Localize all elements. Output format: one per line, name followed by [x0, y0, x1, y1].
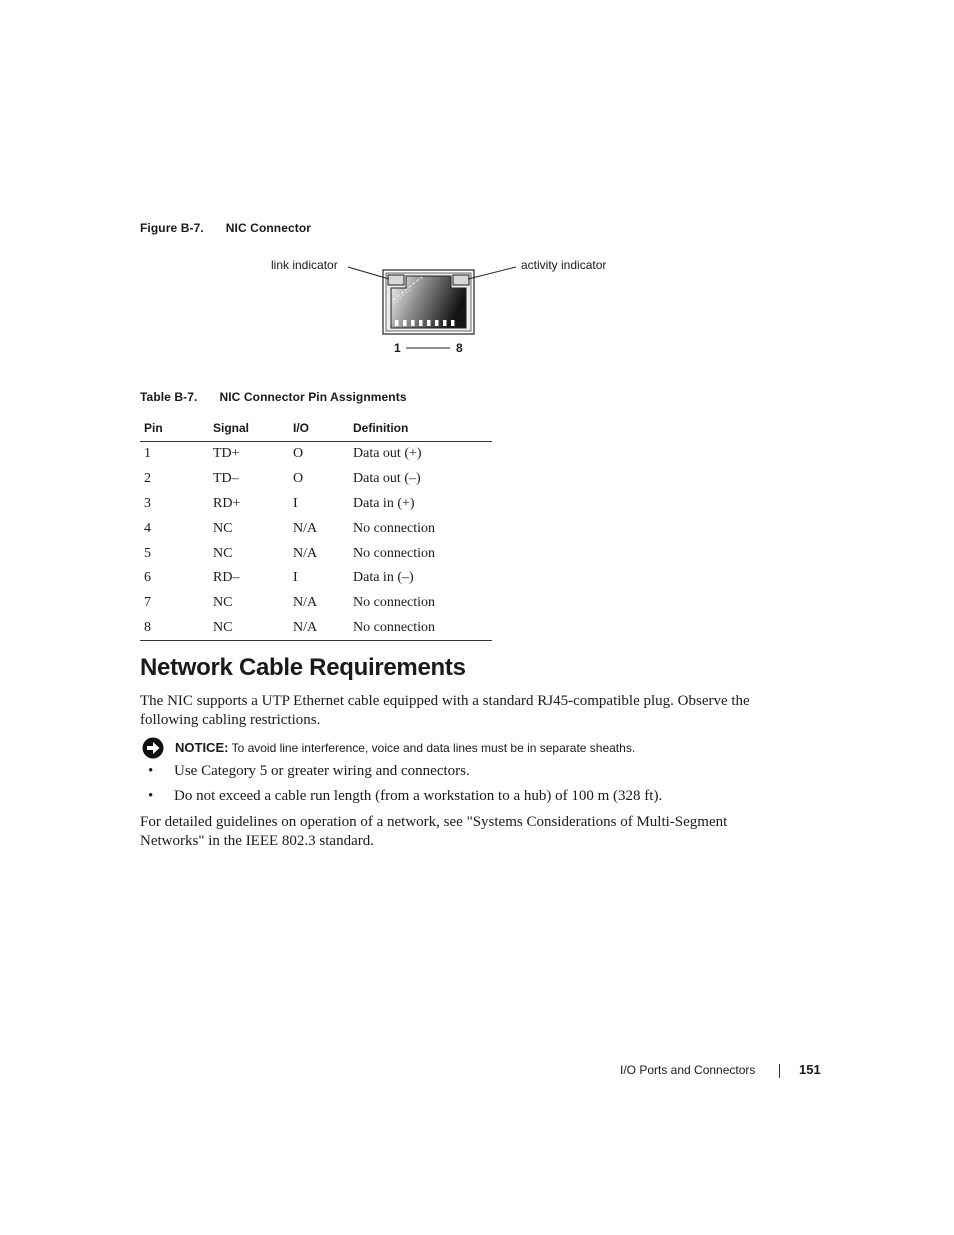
- pin-contact: [443, 320, 447, 326]
- column-header-definition: Definition: [349, 415, 492, 442]
- bullet-item: Do not exceed a cable run length (from a workstation to a hub) of 100 m (328 ft).: [174, 788, 663, 804]
- pin-contact: [395, 320, 399, 326]
- activity-indicator-label: activity indicator: [521, 258, 607, 272]
- closing-paragraph: For detailed guidelines on operation of a network, see "Systems Considerations of Multi-Segment Networks" in the IEEE 802.3 standard.: [140, 814, 728, 849]
- cell-io: O: [293, 471, 304, 487]
- notice-label: NOTICE:: [175, 740, 229, 755]
- cell-definition: No connection: [353, 545, 436, 561]
- cell-signal: NC: [213, 520, 233, 536]
- link-indicator-label: link indicator: [271, 258, 338, 272]
- activity-indicator-led: [453, 275, 469, 285]
- table-row: [140, 516, 492, 541]
- link-indicator-led: [388, 275, 404, 285]
- pin-contact: [419, 320, 423, 326]
- notice-body: To avoid line interference, voice and data lines must be in separate sheaths.: [228, 741, 636, 755]
- pin-contact: [411, 320, 415, 326]
- cell-io: N/A: [293, 595, 318, 611]
- cell-pin: 2: [144, 471, 151, 487]
- figure-caption-number: Figure B-7.: [140, 221, 204, 235]
- section-heading: Network Cable Requirements: [140, 654, 466, 681]
- cell-definition: Data out (–): [353, 471, 421, 487]
- column-header-io: I/O: [289, 415, 349, 442]
- cell-definition: No connection: [353, 595, 436, 611]
- cell-io: O: [293, 446, 304, 462]
- bullet-marker: •: [148, 763, 154, 779]
- nic-connector-figure: [260, 250, 640, 365]
- table-row: [140, 442, 492, 467]
- cell-pin: 7: [144, 595, 151, 611]
- cell-pin: 4: [144, 520, 151, 536]
- figure-caption-title: NIC Connector: [225, 221, 312, 235]
- cell-io: I: [293, 495, 298, 511]
- footer-section-title: I/O Ports and Connectors: [620, 1063, 756, 1077]
- table-row: [140, 541, 492, 566]
- cell-pin: 5: [144, 545, 151, 561]
- cell-signal: RD+: [213, 495, 241, 511]
- cell-definition: Data out (+): [353, 446, 422, 462]
- cell-io: N/A: [293, 545, 318, 561]
- cell-io: N/A: [289, 616, 349, 641]
- table-caption-number: Table B-7.: [140, 390, 198, 404]
- pin-assignments-table: [140, 415, 492, 641]
- bullet-marker: •: [148, 788, 154, 804]
- notice-arrow-icon: [142, 737, 164, 759]
- cell-definition: No connection: [353, 520, 436, 536]
- cell-signal: TD+: [213, 446, 240, 462]
- pin-8-label: 8: [456, 341, 463, 355]
- intro-paragraph: The NIC supports a UTP Ethernet cable equipped with a standard RJ45-compatible plug. Observe the following cabling restrictions.: [140, 693, 750, 728]
- table-caption: [140, 390, 407, 404]
- cell-definition: No connection: [349, 616, 492, 641]
- footer-separator: [779, 1064, 780, 1078]
- table-header-row: [140, 415, 492, 442]
- table-row: [140, 616, 492, 641]
- cell-pin: 8: [140, 616, 209, 641]
- cell-signal: NC: [209, 616, 289, 641]
- bullet-item: Use Category 5 or greater wiring and connectors.: [174, 763, 470, 779]
- figure-caption: [140, 221, 311, 235]
- table-row: [140, 492, 492, 517]
- cell-signal: RD–: [213, 570, 240, 586]
- cell-pin: 3: [144, 495, 151, 511]
- column-header-signal: Signal: [209, 415, 289, 442]
- table-row: [140, 467, 492, 492]
- cell-pin: 6: [144, 570, 151, 586]
- cell-io: I: [293, 570, 298, 586]
- pin-1-label: 1: [394, 341, 401, 355]
- cell-definition: Data in (–): [353, 570, 414, 586]
- page-number: 151: [799, 1062, 821, 1077]
- notice-callout: [142, 737, 782, 759]
- cell-pin: 1: [144, 446, 151, 462]
- column-header-pin: Pin: [140, 415, 209, 442]
- pin-contact: [435, 320, 439, 326]
- cell-io: N/A: [293, 520, 318, 536]
- cell-signal: TD–: [213, 471, 239, 487]
- pin-contact: [403, 320, 407, 326]
- activity-indicator-leader: [468, 267, 516, 279]
- table-caption-title: NIC Connector Pin Assignments: [219, 390, 407, 404]
- table-row: [140, 566, 492, 591]
- pin-contact: [427, 320, 431, 326]
- cell-signal: NC: [213, 595, 233, 611]
- notice-text: [175, 740, 635, 755]
- pin-contact: [451, 320, 455, 326]
- table-row: [140, 591, 492, 616]
- cell-definition: Data in (+): [353, 495, 415, 511]
- cell-signal: NC: [213, 545, 233, 561]
